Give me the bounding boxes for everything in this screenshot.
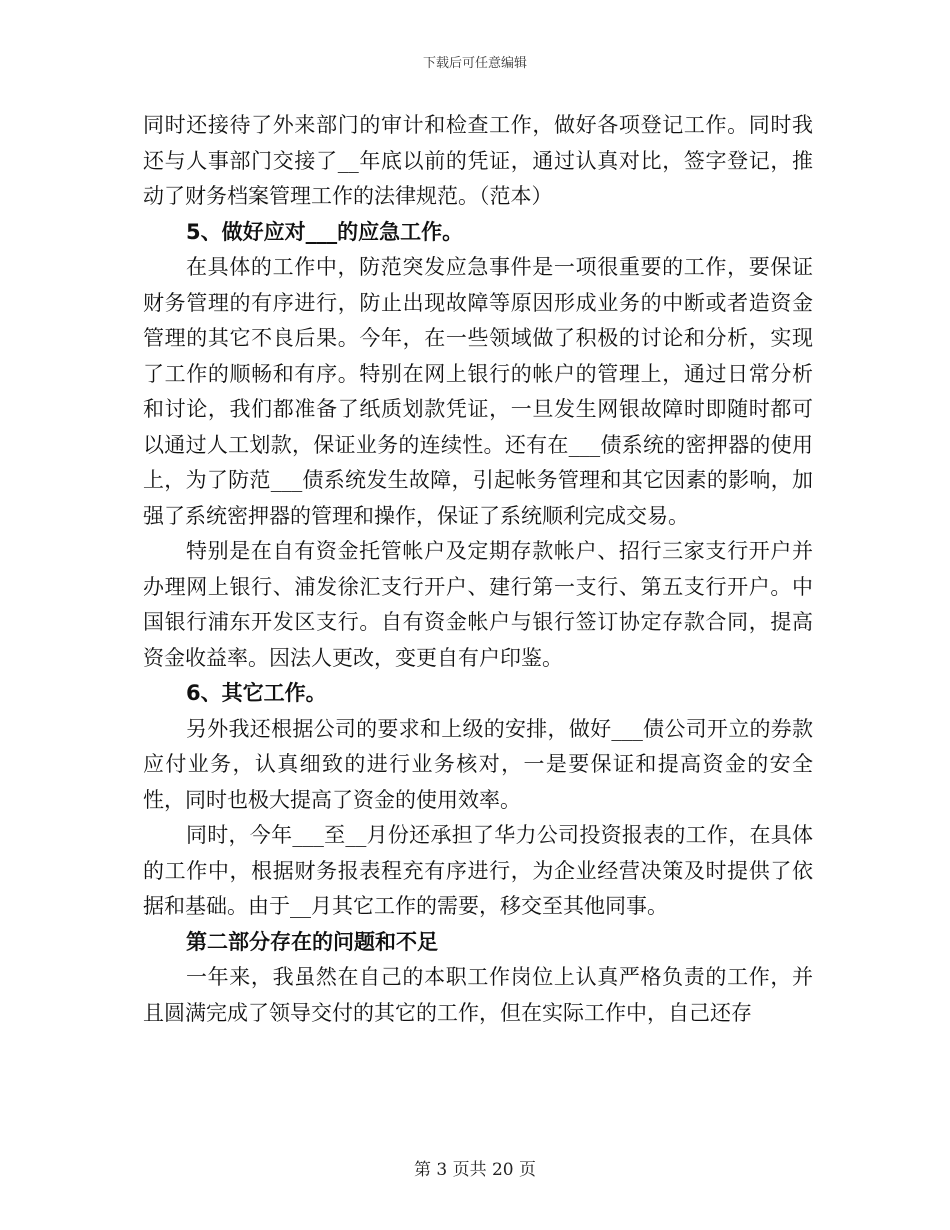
paragraph-bank-accounts: 特别是在自有资金托管帐户及定期存款帐户、招行三家支行开户并办理网上银行、浦发徐汇支行开户、建行第一支行、第五支行开户。中国银行浦东开发区支行。自有资金帐户与银行签订协定存款合同，提高资金收益率。因法人更改，变更自有户印鉴。: [143, 539, 813, 670]
heading-other-work: 6、其它工作。: [186, 681, 327, 705]
page-header: 下载后可任意编辑: [422, 56, 527, 71]
heading-part-two-problems: 第二部分存在的问题和不足: [186, 929, 438, 954]
document-body: [143, 108, 813, 1031]
heading-emergency-work: 5、做好应对___的应急工作。: [186, 219, 464, 244]
paragraph-year-review: 一年来，我虽然在自己的本职工作岗位上认真严格负责的工作，并且圆满完成了领导交付的其它的工作，但在实际工作中，自己还存: [143, 965, 813, 1025]
paragraph-settlement-business: 另外我还根据公司的要求和上级的安排，做好___债公司开立的券款应付业务，认真细致的进行业务核对，一是要保证和提高资金的安全性，同时也极大提高了资金的使用效率。: [143, 716, 813, 812]
paragraph-audit-handover: 同时还接待了外来部门的审计和检查工作，做好各项登记工作。同时我还与人事部门交接了__年底以前的凭证，通过认真对比，签字登记，推动了财务档案管理工作的法律规范。（范本）: [143, 113, 813, 208]
page-number: 第 3 页共 20 页: [413, 1160, 537, 1180]
paragraph-investment-reports: 同时，今年___至__月份还承担了华力公司投资报表的工作，在具体的工作中，根据财务报表程充有序进行，为企业经营决策及时提供了依据和基础。由于__月其它工作的需要，移交至其他同事。: [143, 823, 813, 918]
paragraph-emergency-details: 在具体的工作中，防范突发应急事件是一项很重要的工作，要保证财务管理的有序进行，防止出现故障等原因形成业务的中断或者造资金管理的其它不良后果。今年，在一些领域做了积极的讨论和分析，实现了工作的顺畅和有序。特别在网上银行的帐户的管理上，通过日常分析和讨论，我们都准备了纸质划款凭证，一旦发生网银故障时即随时都可以通过人工划款，保证业务的连续性。还有在___债系统的密押器的使用上，为了防范___债系统发生故障，引起帐务管理和其它因素的影响，加强了系统密押器的管理和操作，保证了系统顺利完成交易。: [143, 255, 813, 528]
